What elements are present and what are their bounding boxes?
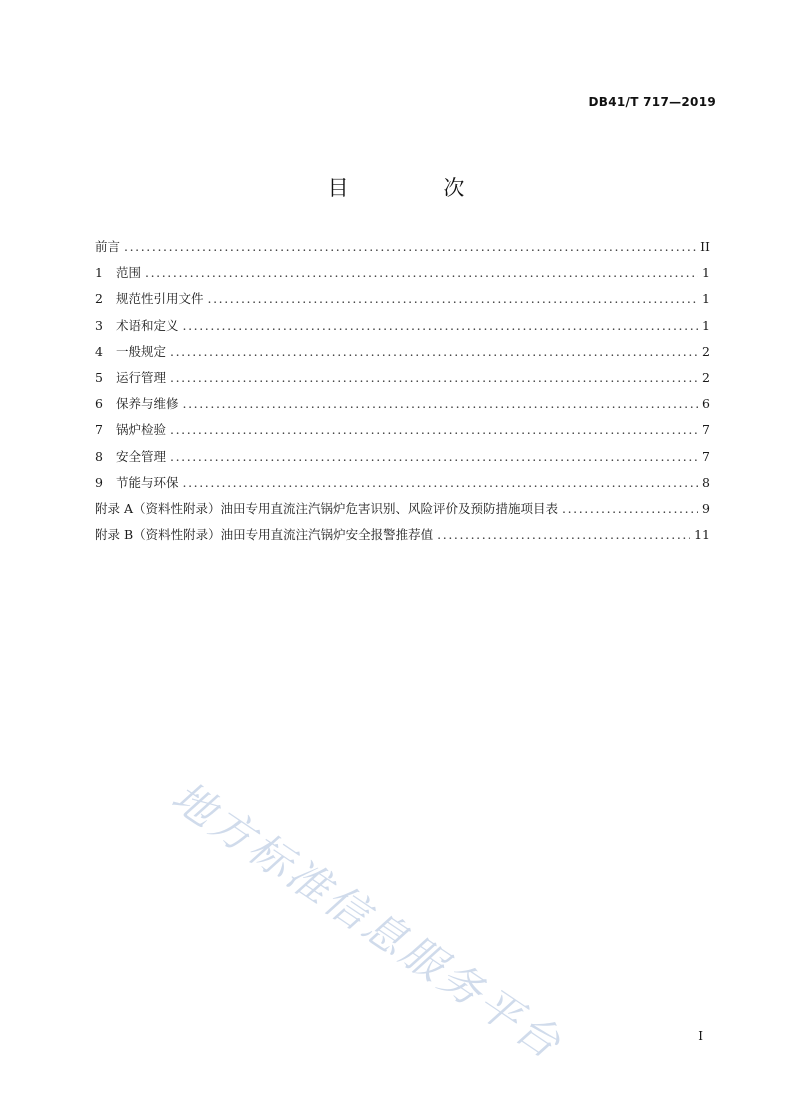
toc-entry-label: 一般规定	[116, 343, 167, 359]
toc-entry-maintenance-repair[interactable]	[95, 394, 710, 420]
toc-entry-page: 11	[694, 527, 710, 543]
table-of-contents	[95, 237, 710, 551]
toc-entry-label: 范围	[116, 265, 142, 281]
toc-entry-page: 2	[702, 343, 710, 359]
toc-entry-label: 保养与维修	[116, 396, 179, 412]
toc-leader-dots	[170, 449, 698, 464]
toc-entry-page: 6	[702, 396, 710, 412]
toc-entry-operation-management[interactable]	[95, 368, 710, 394]
toc-entry-number: 9	[95, 474, 103, 490]
toc-entry-number: 7	[95, 422, 103, 438]
toc-entry-general-provisions[interactable]	[95, 342, 710, 368]
page-title: 目 次	[327, 176, 509, 200]
toc-entry-energy-environment[interactable]	[95, 473, 710, 499]
toc-entry-label: 运行管理	[116, 369, 167, 385]
toc-entry-appendix-b[interactable]	[95, 525, 710, 551]
page-number: I	[698, 1029, 703, 1043]
toc-entry-appendix-a[interactable]	[95, 499, 710, 525]
toc-entry-page: 2	[702, 369, 710, 385]
toc-entry-number: 2	[95, 291, 103, 307]
toc-entry-safety-management[interactable]	[95, 447, 710, 473]
toc-entry-page: 7	[702, 422, 710, 438]
toc-entry-page: II	[700, 239, 710, 254]
toc-entry-label: 附录 A（资料性附录）油田专用直流注汽锅炉危害识别、风险评价及预防措施项目表	[95, 500, 559, 516]
toc-entry-label: 节能与环保	[116, 474, 179, 490]
toc-leader-dots	[170, 422, 698, 437]
watermark: 地方标准信息服务平台	[163, 771, 572, 1070]
toc-entry-number: 4	[95, 343, 103, 359]
toc-entry-label: 术语和定义	[116, 317, 179, 333]
toc-leader-dots	[183, 318, 698, 333]
toc-entry-page: 8	[702, 474, 710, 490]
toc-entry-normative-references[interactable]	[95, 289, 710, 315]
toc-leader-dots	[170, 370, 698, 385]
toc-leader-dots	[437, 527, 690, 542]
toc-entry-label: 锅炉检验	[116, 422, 167, 438]
toc-entry-number: 5	[95, 369, 103, 385]
toc-leader-dots	[145, 265, 698, 280]
toc-leader-dots	[170, 344, 698, 359]
toc-leader-dots	[183, 396, 698, 411]
toc-entry-scope[interactable]	[95, 263, 710, 289]
toc-entry-page: 1	[702, 317, 710, 333]
toc-entry-label: 安全管理	[116, 448, 167, 464]
toc-entry-label: 规范性引用文件	[116, 291, 204, 307]
toc-entry-terms-definitions[interactable]	[95, 316, 710, 342]
toc-leader-dots	[183, 475, 698, 490]
toc-entry-boiler-inspection[interactable]	[95, 420, 710, 446]
standard-code: DB41/T 717—2019	[588, 95, 716, 109]
toc-entry-page: 9	[702, 500, 710, 516]
toc-entry-page: 1	[702, 265, 710, 281]
toc-entry-number: 6	[95, 396, 103, 412]
toc-entry-number: 1	[95, 265, 103, 281]
toc-entry-label: 附录 B（资料性附录）油田专用直流注汽锅炉安全报警推荐值	[95, 527, 434, 543]
toc-leader-dots	[124, 239, 696, 254]
toc-leader-dots	[562, 501, 698, 516]
toc-entry-page: 7	[702, 448, 710, 464]
toc-entry-foreword[interactable]	[95, 237, 710, 263]
toc-entry-page: 1	[702, 291, 710, 307]
toc-entry-label: 前言	[95, 239, 121, 254]
toc-entry-number: 3	[95, 317, 103, 333]
toc-entry-number: 8	[95, 448, 103, 464]
toc-leader-dots	[208, 291, 698, 306]
